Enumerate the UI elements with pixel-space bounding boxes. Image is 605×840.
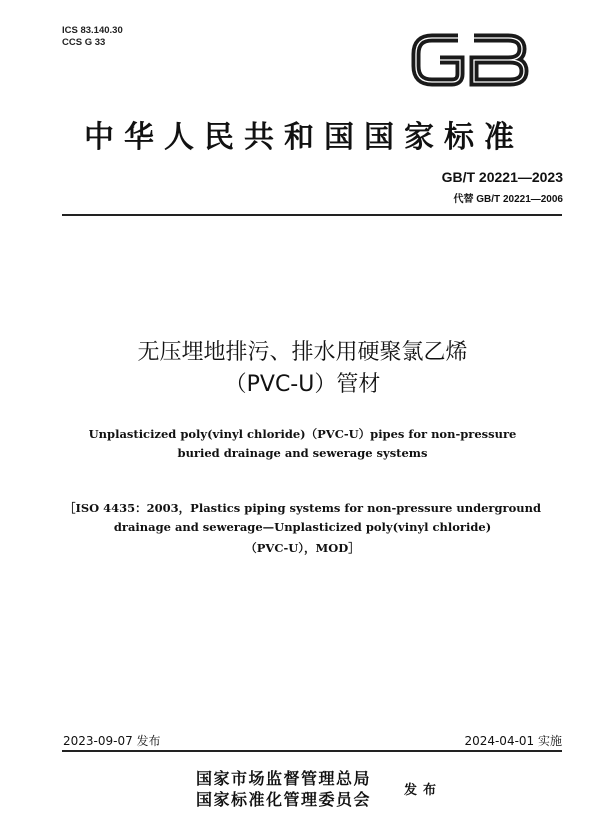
iso-note-line2: drainage and sewerage—Unplasticized poly(vinyl chloride) xyxy=(113,520,492,534)
publish-label: 发布 xyxy=(404,783,443,798)
standard-number: GB/T 20221—2023 xyxy=(441,169,563,185)
title-zh-line2: （PVC-U）管材 xyxy=(224,372,381,397)
implementation-date: 2024-04-01 实施 xyxy=(464,734,562,748)
publisher-line2: 国家标准化管理委员会 xyxy=(196,790,372,809)
gb-logo xyxy=(408,30,530,90)
title-en-line2: buried drainage and sewerage systems xyxy=(177,446,428,460)
standard-type-title: 中华人民共和国国家标准 xyxy=(84,120,524,155)
footer-divider xyxy=(62,750,562,752)
publisher-line1: 国家市场监督管理总局 xyxy=(196,769,372,788)
header-divider xyxy=(62,214,562,216)
iso-note-line1: ［ISO 4435：2003，Plastics piping systems for non-pressure underground xyxy=(63,501,542,515)
publisher-names xyxy=(196,768,371,810)
ics-code: ICS 83.140.30 xyxy=(62,25,123,36)
classification-codes xyxy=(62,25,123,49)
replaces-standard: 代替 GB/T 20221—2006 xyxy=(453,194,563,205)
iso-note-line3: （PVC-U），MOD］ xyxy=(245,541,360,555)
issue-date: 2023-09-07 发布 xyxy=(63,734,161,748)
ccs-code: CCS G 33 xyxy=(62,37,106,48)
title-en-line1: Unplasticized poly(vinyl chloride)（PVC-U）pipes for non-pressure xyxy=(88,427,517,441)
title-zh-line1: 无压埋地排污、排水用硬聚氯乙烯 xyxy=(137,340,468,365)
